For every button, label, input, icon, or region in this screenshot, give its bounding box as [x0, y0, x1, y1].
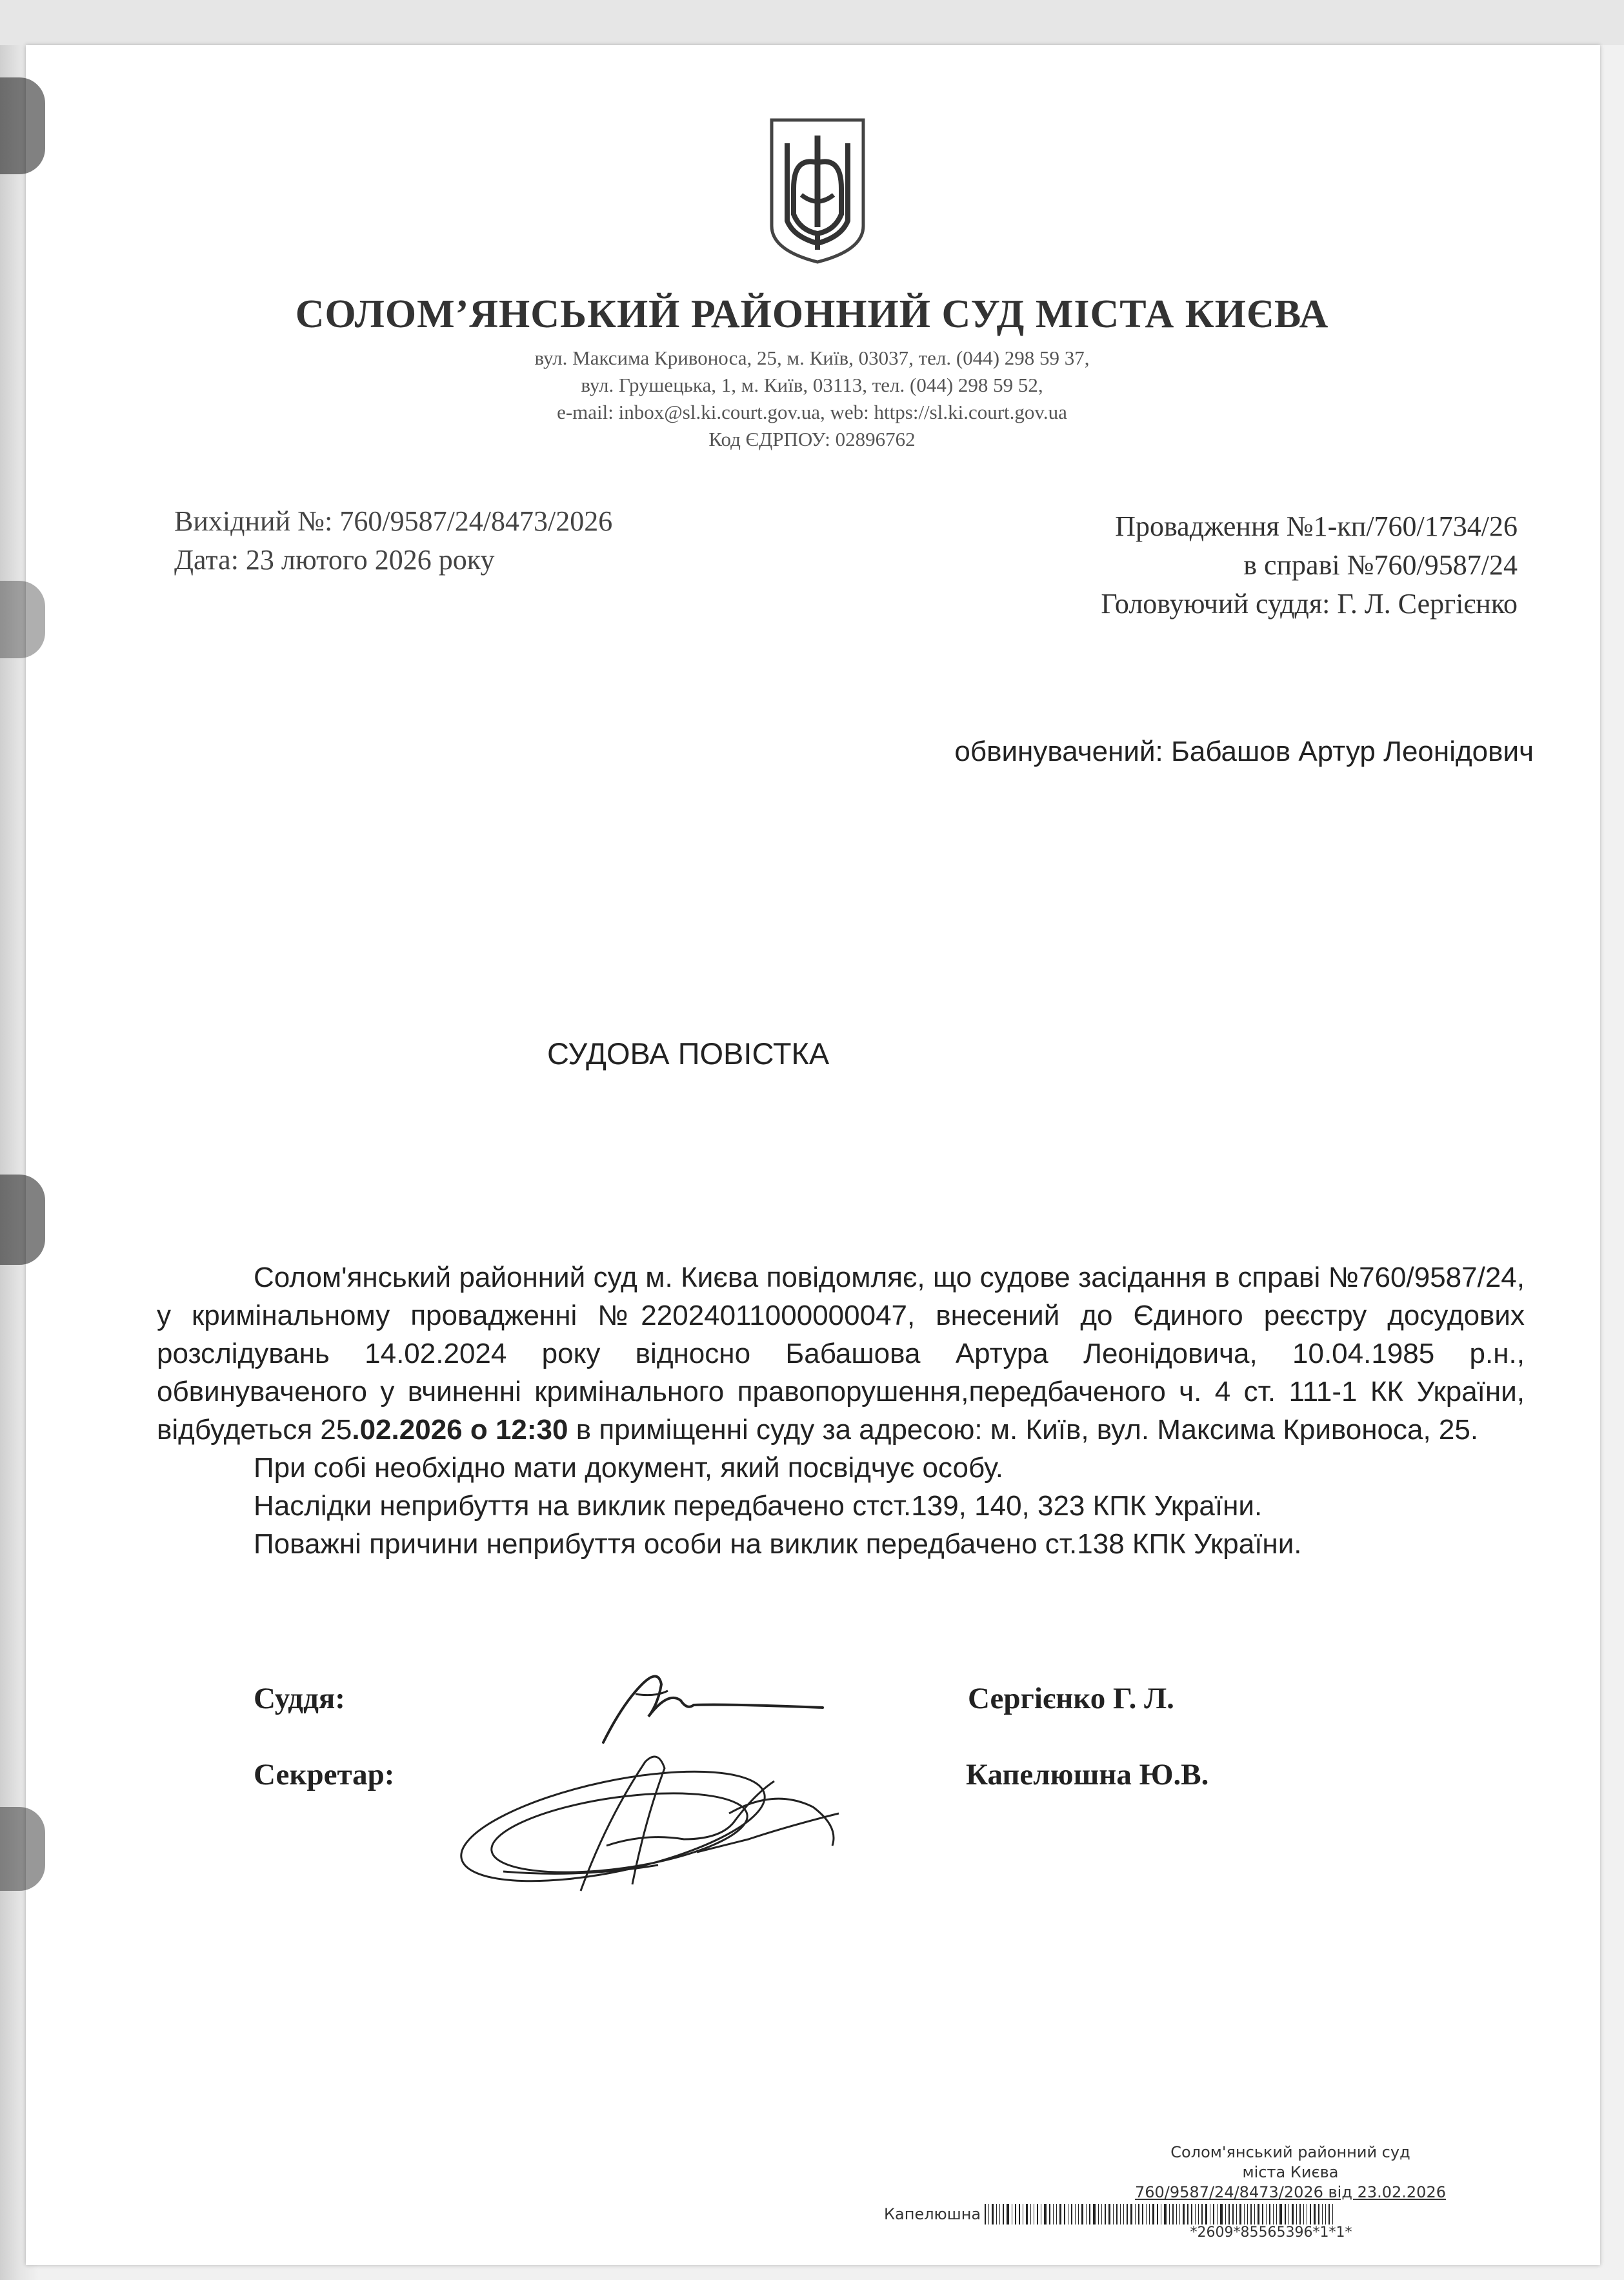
barcode-bar [1044, 2204, 1047, 2225]
barcode-bar [1075, 2204, 1076, 2225]
barcode-bar [1123, 2204, 1124, 2225]
barcode-bar [1169, 2204, 1170, 2225]
valid-reasons-note: Поважні причини неприбуття особи на виклик передбачено ст.138 КПК України. [254, 1528, 1302, 1560]
barcode-bar [1142, 2204, 1143, 2225]
barcode-bar [999, 2204, 1000, 2225]
barcode-bar [1262, 2204, 1263, 2225]
barcode-bar [1236, 2204, 1237, 2225]
barcode-bar [1053, 2204, 1054, 2225]
stamp-registration-number: 760/9587/24/8473/2026 від 23.02.2026 [1134, 2183, 1446, 2201]
barcode-bar [1026, 2204, 1028, 2225]
barcode-bar [1152, 2204, 1154, 2225]
barcode-bar [992, 2204, 994, 2225]
barcode-bar [1164, 2204, 1167, 2225]
barcode-bar [1325, 2204, 1326, 2225]
barcode-bar [1146, 2204, 1147, 2225]
non-appearance-consequences: Наслідки неприбуття на виклик передбачено стст.139, 140, 323 КПК України. [254, 1490, 1263, 1522]
barcode-bar [1105, 2204, 1106, 2225]
document-title: СУДОВА ПОВІСТКА [547, 1036, 830, 1071]
barcode-bar [1030, 2204, 1031, 2225]
barcode-bar [1328, 2204, 1330, 2225]
barcode-bar [1108, 2204, 1110, 2225]
barcode-bar [1276, 2204, 1277, 2225]
summons-paragraph-main [157, 1258, 1525, 1449]
barcode-bar [1247, 2204, 1248, 2225]
barcode-bar [1064, 2204, 1065, 2225]
barcode-bar [1037, 2204, 1038, 2225]
summons-text: Солом'янський районний суд м. Києва повідомляє, що судове засідання в справі №760/9587/24, у кримінальному провадженні №22024011000000047, внесений до Єдиного реєстру досудових розслідувань 14.02.2024 року відносно Бабашова Артура Леонідовича, 10.04.1985 р.н., обвинуваченого у вчиненні кримінального правопорушення,передбаченого ч. 4 ст. 111-1 КК України, відбудеться 25 [157, 1262, 1525, 1446]
court-name: СОЛОМ’ЯНСЬКИЙ РАЙОННИЙ СУД МІСТА КИЄВА [295, 292, 1329, 336]
barcode-bar [1071, 2204, 1072, 2225]
stamp-city-line: міста Києва [1242, 2163, 1339, 2181]
barcode-bar [1213, 2204, 1214, 2225]
outgoing-number: Вихідний №: 760/9587/24/8473/2026 [174, 505, 613, 537]
court-edrpou-line: Код ЄДРПОУ: 02896762 [708, 428, 916, 450]
barcode-bar [1299, 2204, 1301, 2225]
barcode-bar [1232, 2204, 1234, 2225]
hearing-date-time: .02.2026 о 12:30 [352, 1414, 568, 1446]
id-document-note: При собі необхідно мати документ, який посвідчує особу. [254, 1452, 1004, 1484]
barcode-text: *2609*85565396*1*1* [1190, 2225, 1352, 2241]
barcode-bar [1220, 2204, 1223, 2225]
scan-edge-mark [0, 1807, 45, 1891]
barcode-bar [1205, 2204, 1207, 2225]
court-contact-line: e-mail: inbox@sl.ki.court.gov.ua, web: https://sl.ki.court.gov.ua [557, 401, 1067, 423]
barcode-bar [996, 2204, 997, 2225]
barcode-bar [1258, 2204, 1259, 2225]
secretary-signature-icon [452, 1742, 852, 1910]
barcode-bar [1149, 2204, 1150, 2225]
scan-edge-mark [0, 1175, 45, 1265]
stamp-court-line: Солом'янський районний суд [1170, 2143, 1410, 2161]
court-address-line: вул. Грушецька, 1, м. Київ, 03113, тел. (044) 298 59 52, [581, 374, 1043, 396]
registration-stamp [884, 2143, 1600, 2241]
barcode-bar [988, 2204, 989, 2225]
barcode-bar [1113, 2204, 1114, 2225]
scan-top-band [0, 0, 1624, 45]
scan-edge-mark [0, 77, 45, 174]
barcode-bar [1285, 2204, 1286, 2225]
barcode-bar [1225, 2204, 1226, 2225]
barcode-bar [1187, 2204, 1188, 2225]
barcode-bar [1273, 2204, 1274, 2225]
barcode-bar [1198, 2204, 1199, 2225]
barcode-bar [1244, 2204, 1245, 2225]
barcode-bar [1127, 2204, 1128, 2225]
barcode-bar [1157, 2204, 1158, 2225]
barcode-bar [1135, 2204, 1136, 2225]
barcode-bar [1176, 2204, 1177, 2225]
barcode-bar [1296, 2204, 1297, 2225]
barcode-bar [1172, 2204, 1174, 2225]
judge-name: Сергієнко Г. Л. [968, 1682, 1174, 1715]
barcode-bar [1003, 2204, 1004, 2225]
proceeding-number: Провадження №1-кп/760/1734/26 [1115, 510, 1518, 542]
barcode-bar [1179, 2204, 1180, 2225]
presiding-judge: Головуючий суддя: Г. Л. Сергієнко [1101, 588, 1518, 620]
barcode-bar [1332, 2204, 1333, 2225]
barcode-bar [1269, 2204, 1270, 2225]
barcode-bar [1228, 2204, 1230, 2225]
barcode-bar [1183, 2204, 1185, 2225]
document-date: Дата: 23 лютого 2026 року [174, 544, 495, 576]
barcode-bar [1015, 2204, 1016, 2225]
accused-name: обвинувачений: Бабашов Артур Леонідович [954, 736, 1534, 767]
barcode-bar [1049, 2204, 1050, 2225]
barcode-icon [985, 2204, 1600, 2225]
barcode-bar [1120, 2204, 1121, 2225]
barcode-bar [985, 2204, 986, 2225]
barcode-bar [1303, 2204, 1304, 2225]
court-address-line: вул. Максима Кривоноса, 25, м. Київ, 03037, тел. (044) 298 59 37, [534, 347, 1090, 369]
barcode-bar [1322, 2204, 1323, 2225]
barcode-bar [1089, 2204, 1090, 2225]
barcode-bar [1191, 2204, 1192, 2225]
secretary-label: Секретар: [254, 1758, 395, 1791]
barcode-label: Капелюшна [884, 2205, 981, 2223]
barcode-bar [1195, 2204, 1196, 2225]
coat-of-arms-icon [768, 117, 867, 265]
barcode-bar [1254, 2204, 1255, 2225]
barcode-bar [1250, 2204, 1252, 2225]
barcode-bar [1081, 2204, 1083, 2225]
barcode-bar [1314, 2204, 1316, 2225]
secretary-name: Капелюшна Ю.В. [966, 1758, 1209, 1791]
barcode-bar [1059, 2204, 1061, 2225]
barcode-bar [1098, 2204, 1099, 2225]
barcode-bar [1078, 2204, 1079, 2225]
barcode-bar [1292, 2204, 1294, 2225]
barcode-bar [1093, 2204, 1096, 2225]
barcode-bar [1130, 2204, 1132, 2225]
barcode-bar [1086, 2204, 1087, 2225]
barcode-bar [1288, 2204, 1289, 2225]
barcode-row [884, 2204, 1600, 2225]
barcode-bar [1239, 2204, 1241, 2225]
barcode-bar [1266, 2204, 1267, 2225]
barcode-bar [1217, 2204, 1218, 2225]
barcode-bar [1101, 2204, 1102, 2225]
case-number: в справі №760/9587/24 [1243, 549, 1518, 581]
barcode-bar [1318, 2204, 1319, 2225]
summons-text: в приміщенні суду за адресою: м. Київ, вул. Максима Кривоноса, 25. [568, 1414, 1479, 1446]
barcode-bar [1007, 2204, 1009, 2225]
scan-edge-mark [0, 581, 45, 658]
barcode-bar [1201, 2204, 1203, 2225]
barcode-bar [1138, 2204, 1139, 2225]
barcode-bar [1056, 2204, 1057, 2225]
barcode-bar [1310, 2204, 1311, 2225]
barcode-bar [1019, 2204, 1020, 2225]
summons-body [157, 1258, 1525, 1563]
barcode-bar [1279, 2204, 1282, 2225]
judge-label: Суддя: [254, 1682, 345, 1715]
judge-signature-icon [597, 1665, 829, 1749]
barcode-bar [1116, 2204, 1118, 2225]
